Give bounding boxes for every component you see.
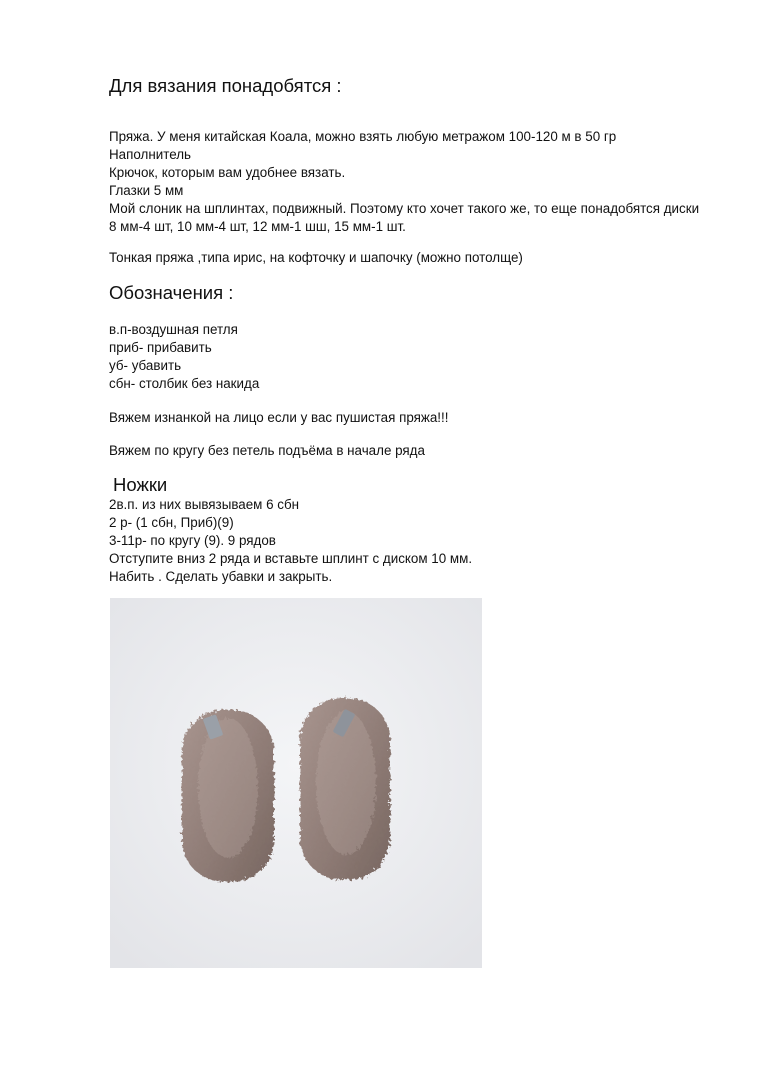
note-wrong-side: Вяжем изнанкой на лицо если у вас пушистая пряжа!!!	[109, 410, 449, 425]
legend-line: уб- убавить	[109, 358, 182, 373]
left-leg	[182, 710, 274, 882]
legs-step: Отступите вниз 2 ряда и вставьте шплинт с диском 10 мм.	[109, 551, 473, 566]
legs-photo	[110, 598, 482, 968]
heading-legend: Обозначения :	[109, 282, 234, 303]
legs-step: 2в.п. из них вывязываем 6 сбн	[109, 497, 300, 512]
right-leg	[300, 698, 390, 880]
legend-line: сбн- столбик без накида	[109, 376, 260, 391]
legs-photo-drawing	[110, 598, 482, 968]
legend-line: приб- прибавить	[109, 340, 212, 355]
legs-step: 2 р- (1 сбн, Приб)(9)	[109, 515, 234, 530]
heading-materials: Для вязания понадобятся :	[109, 75, 342, 96]
legend-list	[109, 321, 259, 393]
materials-line: Пряжа. У меня китайская Коала, можно взять любую метражом 100-120 м в 50 гр	[109, 129, 617, 144]
legs-step: Набить . Сделать убавки и закрыть.	[109, 569, 333, 584]
materials-list	[109, 128, 699, 236]
materials-line: Глазки 5 мм	[109, 183, 184, 198]
materials-line: Наполнитель	[109, 147, 191, 162]
materials-line: 8 мм-4 шт, 10 мм-4 шт, 12 мм-1 шш, 15 мм-1 шт.	[109, 219, 406, 234]
materials-line: Крючок, которым вам удобнее вязать.	[109, 165, 346, 180]
heading-legs: Ножки	[113, 474, 168, 495]
materials-line: Мой слоник на шплинтах, подвижный. Поэтому кто хочет такого же, то еще понадобятся диски	[109, 201, 700, 216]
thin-yarn-note: Тонкая пряжа ,типа ирис, на кофточку и шапочку (можно потолще)	[109, 250, 523, 265]
legend-line: в.п-воздушная петля	[109, 322, 238, 337]
note-spiral: Вяжем по кругу без петель подъёма в начале ряда	[109, 443, 425, 458]
legs-step: 3-11р- по кругу (9). 9 рядов	[109, 533, 276, 548]
legs-steps	[109, 496, 472, 586]
